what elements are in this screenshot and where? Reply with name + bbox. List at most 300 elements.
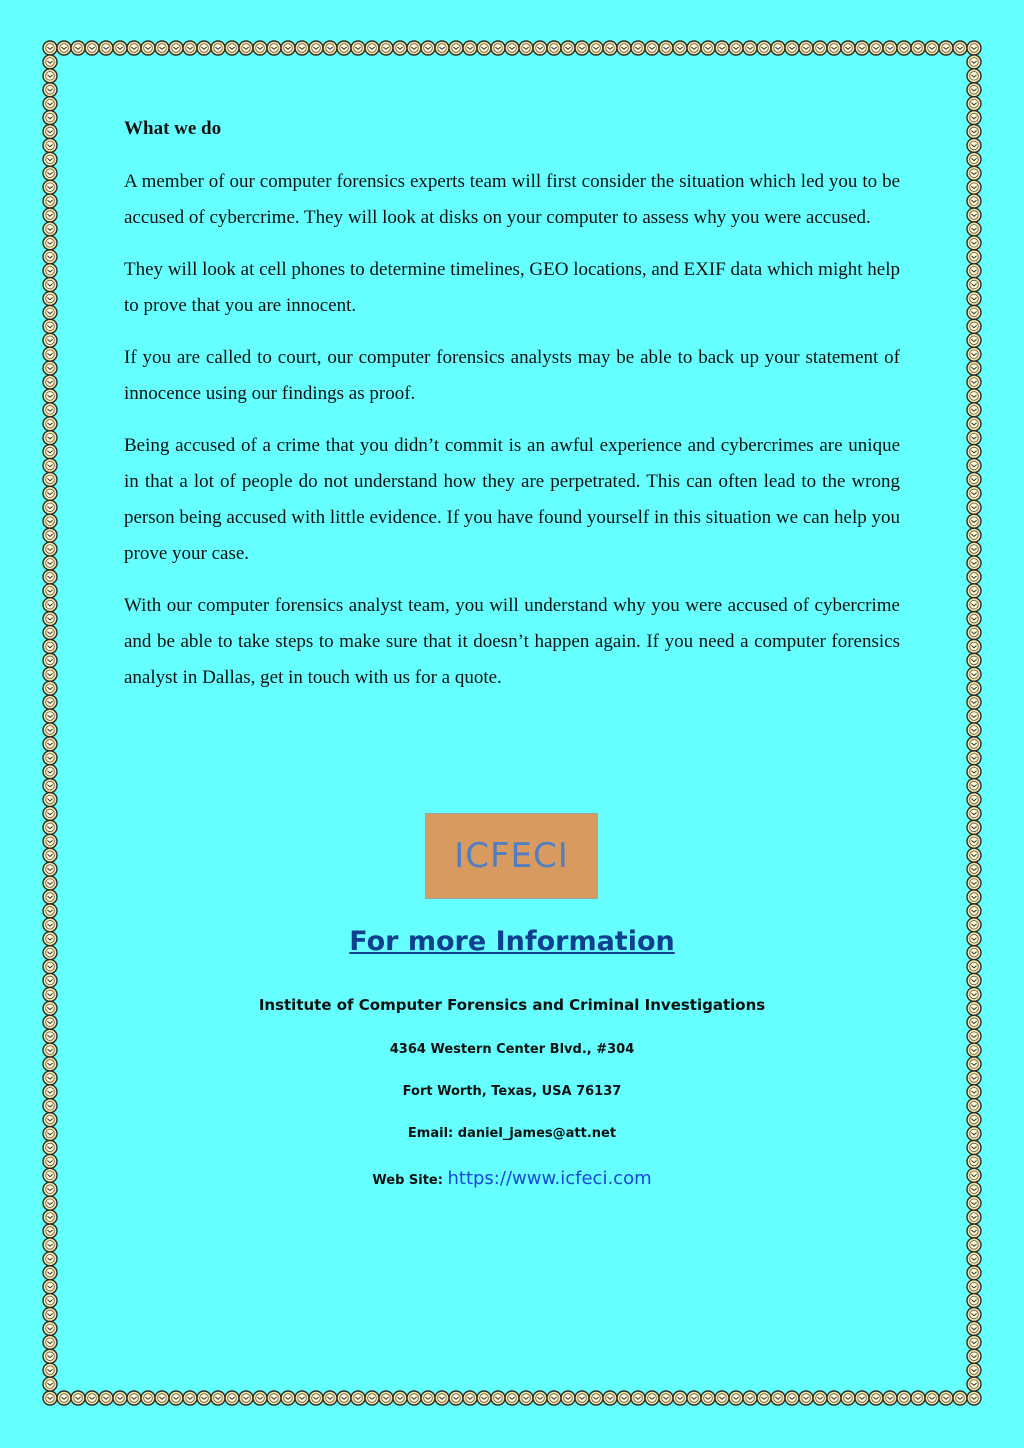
paragraph: A member of our computer forensics experts team will first consider the situation which led you to be accused of cybercrime. They will look at disks on your computer to assess why you were accused. (124, 171, 900, 228)
border-clock-icon (967, 1391, 981, 1405)
border-clock-icon (967, 1210, 981, 1224)
border-clock-icon (43, 542, 57, 556)
border-clock-icon (967, 264, 981, 278)
border-clock-icon (43, 876, 57, 890)
border-clock-icon (967, 793, 981, 807)
border-clock-icon (43, 417, 57, 431)
section-heading: What we do (124, 118, 222, 139)
border-clock-icon (211, 1391, 225, 1405)
border-clock-icon (967, 166, 981, 180)
border-clock-icon (43, 459, 57, 473)
border-clock-icon (43, 806, 57, 820)
border-clock-icon (43, 862, 57, 876)
border-clock-icon (281, 1391, 295, 1405)
border-clock-icon (43, 1113, 57, 1127)
border-clock-icon (911, 1391, 925, 1405)
border-clock-icon (967, 848, 981, 862)
body-text (124, 118, 900, 712)
border-clock-icon (239, 41, 253, 55)
border-clock-icon (939, 1391, 953, 1405)
border-clock-icon (967, 361, 981, 375)
border-clock-icon (43, 222, 57, 236)
border-clock-icon (141, 1391, 155, 1405)
border-clock-icon (575, 41, 589, 55)
border-clock-icon (925, 41, 939, 55)
border-clock-icon (267, 1391, 281, 1405)
icfeci-logo (425, 813, 598, 899)
border-clock-icon (967, 69, 981, 83)
border-clock-icon (43, 765, 57, 779)
border-clock-icon (589, 41, 603, 55)
border-clock-icon (967, 375, 981, 389)
border-clock-icon (43, 528, 57, 542)
border-clock-icon (43, 1224, 57, 1238)
border-clock-icon (43, 612, 57, 626)
border-clock-icon (155, 41, 169, 55)
border-clock-icon (183, 41, 197, 55)
border-clock-icon (967, 1335, 981, 1349)
border-clock-icon (967, 514, 981, 528)
border-clock-icon (799, 1391, 813, 1405)
border-clock-icon (43, 97, 57, 111)
border-clock-icon (449, 41, 463, 55)
border-clock-icon (43, 904, 57, 918)
border-clock-icon (715, 1391, 729, 1405)
border-clock-icon (43, 1377, 57, 1391)
border-clock-icon (43, 960, 57, 974)
border-clock-icon (43, 751, 57, 765)
border-clock-icon (435, 41, 449, 55)
border-clock-icon (43, 389, 57, 403)
border-clock-icon (841, 41, 855, 55)
border-clock-icon (407, 1391, 421, 1405)
border-clock-icon (477, 1391, 491, 1405)
border-clock-icon (967, 111, 981, 125)
border-clock-icon (43, 166, 57, 180)
border-clock-icon (393, 1391, 407, 1405)
border-clock-icon (869, 41, 883, 55)
border-clock-icon (43, 55, 57, 69)
border-clock-icon (449, 1391, 463, 1405)
border-clock-icon (967, 250, 981, 264)
border-clock-icon (295, 1391, 309, 1405)
border-clock-icon (43, 194, 57, 208)
border-clock-icon (967, 208, 981, 222)
border-clock-icon (43, 361, 57, 375)
border-clock-icon (253, 41, 267, 55)
border-clock-icon (645, 1391, 659, 1405)
border-clock-icon (127, 1391, 141, 1405)
border-clock-icon (967, 765, 981, 779)
border-clock-icon (967, 1015, 981, 1029)
border-clock-icon (701, 1391, 715, 1405)
border-clock-icon (967, 125, 981, 139)
border-clock-icon (43, 1238, 57, 1252)
border-clock-icon (43, 1154, 57, 1168)
border-clock-icon (547, 41, 561, 55)
border-clock-icon (967, 486, 981, 500)
border-clock-icon (967, 83, 981, 97)
border-clock-icon (729, 1391, 743, 1405)
border-clock-icon (757, 41, 771, 55)
border-clock-icon (967, 751, 981, 765)
border-clock-icon (561, 41, 575, 55)
border-clock-icon (631, 1391, 645, 1405)
border-clock-icon (43, 83, 57, 97)
border-clock-icon (393, 41, 407, 55)
border-clock-icon (43, 1210, 57, 1224)
border-clock-icon (967, 1266, 981, 1280)
border-clock-icon (43, 111, 57, 125)
border-clock-icon (967, 556, 981, 570)
border-clock-icon (855, 41, 869, 55)
border-clock-icon (43, 1335, 57, 1349)
border-clock-icon (43, 779, 57, 793)
border-clock-icon (785, 1391, 799, 1405)
border-clock-icon (43, 1057, 57, 1071)
border-clock-icon (967, 681, 981, 695)
border-clock-icon (519, 41, 533, 55)
border-clock-icon (841, 1391, 855, 1405)
organization-name: Institute of Computer Forensics and Criminal Investigations (258, 996, 766, 1014)
border-clock-icon (589, 1391, 603, 1405)
border-clock-icon (967, 598, 981, 612)
border-clock-icon (967, 500, 981, 514)
border-clock-icon (421, 1391, 435, 1405)
border-clock-icon (421, 41, 435, 55)
border-clock-icon (967, 1252, 981, 1266)
border-clock-icon (141, 41, 155, 55)
border-clock-icon (281, 41, 295, 55)
border-clock-icon (99, 41, 113, 55)
border-clock-icon (43, 598, 57, 612)
border-clock-icon (967, 459, 981, 473)
border-clock-icon (99, 1391, 113, 1405)
border-clock-icon (771, 41, 785, 55)
border-clock-icon (967, 41, 981, 55)
border-clock-icon (379, 1391, 393, 1405)
border-clock-icon (43, 834, 57, 848)
border-clock-icon (967, 97, 981, 111)
border-clock-icon (673, 41, 687, 55)
border-clock-icon (967, 292, 981, 306)
border-clock-icon (967, 1377, 981, 1391)
border-clock-icon (43, 1140, 57, 1154)
border-clock-icon (967, 305, 981, 319)
border-clock-icon (701, 41, 715, 55)
border-clock-icon (967, 1321, 981, 1335)
border-clock-icon (743, 1391, 757, 1405)
border-clock-icon (953, 1391, 967, 1405)
website-line (0, 1168, 1024, 1189)
border-clock-icon (967, 180, 981, 194)
border-clock-icon (351, 1391, 365, 1405)
border-clock-icon (967, 779, 981, 793)
border-clock-icon (183, 1391, 197, 1405)
website-label: Web Site: (372, 1173, 443, 1188)
border-clock-icon (43, 292, 57, 306)
border-clock-icon (43, 41, 57, 55)
border-clock-icon (603, 41, 617, 55)
border-clock-icon (43, 1099, 57, 1113)
border-clock-icon (85, 41, 99, 55)
border-clock-icon (43, 1294, 57, 1308)
border-clock-icon (869, 1391, 883, 1405)
border-clock-icon (43, 333, 57, 347)
border-clock-icon (967, 862, 981, 876)
border-clock-icon (855, 1391, 869, 1405)
border-clock-icon (547, 1391, 561, 1405)
border-clock-icon (197, 41, 211, 55)
paragraph: With our computer forensics analyst team, you will understand why you were accused of cybercrime and be able to take steps to make sure that it doesn’t happen again. If you need a computer forensics analyst in Dallas, get in touch with us for a quote. (124, 595, 900, 688)
border-clock-icon (43, 1071, 57, 1085)
border-clock-icon (967, 1307, 981, 1321)
border-clock-icon (43, 695, 57, 709)
border-clock-icon (71, 41, 85, 55)
border-clock-icon (197, 1391, 211, 1405)
border-clock-icon (967, 472, 981, 486)
border-clock-icon (43, 653, 57, 667)
border-clock-icon (113, 41, 127, 55)
border-clock-icon (967, 1224, 981, 1238)
border-clock-icon (715, 41, 729, 55)
border-clock-icon (575, 1391, 589, 1405)
border-clock-icon (967, 667, 981, 681)
border-clock-icon (967, 417, 981, 431)
border-clock-icon (967, 1294, 981, 1308)
border-clock-icon (43, 820, 57, 834)
address-line: 4364 Western Center Blvd., #304 (389, 1042, 635, 1057)
border-clock-icon (43, 375, 57, 389)
border-clock-icon (617, 41, 631, 55)
border-clock-icon (533, 1391, 547, 1405)
border-clock-icon (43, 250, 57, 264)
border-clock-icon (645, 41, 659, 55)
border-clock-icon (309, 1391, 323, 1405)
border-clock-icon (127, 41, 141, 55)
border-clock-icon (967, 626, 981, 640)
border-clock-icon (463, 41, 477, 55)
border-clock-icon (43, 500, 57, 514)
border-clock-icon (43, 1321, 57, 1335)
border-clock-icon (967, 834, 981, 848)
border-clock-icon (659, 1391, 673, 1405)
border-clock-icon (827, 41, 841, 55)
border-clock-icon (561, 1391, 575, 1405)
city-line: Fort Worth, Texas, USA 76137 (402, 1084, 622, 1099)
border-clock-icon (43, 1280, 57, 1294)
border-clock-icon (967, 152, 981, 166)
border-clock-icon (491, 1391, 505, 1405)
border-clock-icon (967, 1071, 981, 1085)
border-clock-icon (365, 41, 379, 55)
border-clock-icon (337, 1391, 351, 1405)
paragraph: Being accused of a crime that you didn’t commit is an awful experience and cybercrimes are unique in that a lot of people do not understand how they are perpetrated. This can often lead to the wrong person being accused with little evidence. If you have found yourself in this situation we can help you prove your case. (124, 435, 900, 564)
border-clock-icon (43, 152, 57, 166)
border-clock-icon (967, 278, 981, 292)
border-clock-icon (43, 514, 57, 528)
border-clock-icon (43, 264, 57, 278)
border-clock-icon (43, 236, 57, 250)
border-clock-icon (43, 556, 57, 570)
border-clock-icon (967, 1113, 981, 1127)
border-clock-icon (43, 1391, 57, 1405)
border-clock-icon (365, 1391, 379, 1405)
border-clock-icon (967, 1154, 981, 1168)
logo-text: ICFECI (454, 836, 569, 876)
border-clock-icon (43, 1015, 57, 1029)
border-clock-icon (43, 278, 57, 292)
border-clock-icon (771, 1391, 785, 1405)
border-clock-icon (43, 445, 57, 459)
border-clock-icon (43, 403, 57, 417)
border-clock-icon (43, 486, 57, 500)
border-clock-icon (967, 1057, 981, 1071)
border-clock-icon (883, 1391, 897, 1405)
border-clock-icon (925, 1391, 939, 1405)
border-clock-icon (43, 667, 57, 681)
border-clock-icon (43, 973, 57, 987)
paragraph: If you are called to court, our computer forensics analysts may be able to back up your statement of innocence using our findings as proof. (124, 347, 900, 404)
border-clock-icon (953, 41, 967, 55)
more-info-title[interactable]: For more Information (349, 926, 675, 957)
border-clock-icon (43, 1196, 57, 1210)
border-clock-icon (967, 389, 981, 403)
border-clock-icon (603, 1391, 617, 1405)
border-clock-icon (43, 626, 57, 640)
border-clock-icon (967, 1196, 981, 1210)
border-clock-icon (967, 194, 981, 208)
border-clock-icon (169, 41, 183, 55)
border-clock-icon (43, 639, 57, 653)
border-clock-icon (43, 69, 57, 83)
border-clock-icon (43, 305, 57, 319)
border-clock-icon (253, 1391, 267, 1405)
border-clock-icon (57, 41, 71, 55)
border-clock-icon (43, 1349, 57, 1363)
border-clock-icon (43, 793, 57, 807)
border-clock-icon (533, 41, 547, 55)
border-clock-icon (43, 208, 57, 222)
border-clock-icon (743, 41, 757, 55)
border-clock-icon (687, 41, 701, 55)
border-clock-icon (351, 41, 365, 55)
website-link[interactable]: https://www.icfeci.com (447, 1168, 652, 1189)
border-clock-icon (323, 1391, 337, 1405)
border-clock-icon (911, 41, 925, 55)
border-clock-icon (967, 347, 981, 361)
border-clock-icon (897, 1391, 911, 1405)
border-clock-icon (155, 1391, 169, 1405)
border-clock-icon (967, 55, 981, 69)
border-clock-icon (43, 1266, 57, 1280)
border-clock-icon (505, 41, 519, 55)
border-clock-icon (967, 653, 981, 667)
border-clock-icon (505, 1391, 519, 1405)
border-clock-icon (967, 333, 981, 347)
border-clock-icon (967, 445, 981, 459)
border-clock-icon (43, 472, 57, 486)
border-clock-icon (43, 1252, 57, 1266)
border-clock-icon (967, 570, 981, 584)
border-clock-icon (967, 236, 981, 250)
border-clock-icon (43, 709, 57, 723)
border-clock-icon (967, 403, 981, 417)
border-clock-icon (729, 41, 743, 55)
border-clock-icon (967, 431, 981, 445)
border-clock-icon (967, 904, 981, 918)
border-clock-icon (337, 41, 351, 55)
border-clock-icon (967, 820, 981, 834)
border-clock-icon (267, 41, 281, 55)
border-clock-icon (813, 41, 827, 55)
border-clock-icon (407, 41, 421, 55)
border-clock-icon (883, 41, 897, 55)
border-clock-icon (967, 584, 981, 598)
border-clock-icon (323, 41, 337, 55)
border-clock-icon (967, 1280, 981, 1294)
border-clock-icon (309, 41, 323, 55)
border-clock-icon (897, 41, 911, 55)
border-clock-icon (659, 41, 673, 55)
border-clock-icon (687, 1391, 701, 1405)
border-clock-icon (85, 1391, 99, 1405)
border-clock-icon (43, 431, 57, 445)
border-clock-icon (57, 1391, 71, 1405)
border-clock-icon (967, 1140, 981, 1154)
border-clock-icon (967, 890, 981, 904)
border-clock-icon (43, 1307, 57, 1321)
border-clock-icon (379, 41, 393, 55)
border-clock-icon (225, 1391, 239, 1405)
border-clock-icon (967, 960, 981, 974)
border-clock-icon (43, 1363, 57, 1377)
border-clock-icon (673, 1391, 687, 1405)
border-clock-icon (43, 723, 57, 737)
border-clock-icon (967, 806, 981, 820)
border-clock-icon (225, 41, 239, 55)
border-clock-icon (827, 1391, 841, 1405)
border-clock-icon (967, 222, 981, 236)
border-clock-icon (967, 709, 981, 723)
border-clock-icon (967, 1363, 981, 1377)
border-clock-icon (43, 138, 57, 152)
border-clock-icon (463, 1391, 477, 1405)
border-clock-icon (967, 639, 981, 653)
border-clock-icon (71, 1391, 85, 1405)
border-clock-icon (967, 138, 981, 152)
border-clock-icon (967, 737, 981, 751)
border-clock-icon (967, 695, 981, 709)
border-clock-icon (519, 1391, 533, 1405)
border-clock-icon (631, 41, 645, 55)
border-clock-icon (43, 570, 57, 584)
border-clock-icon (967, 723, 981, 737)
border-clock-icon (43, 890, 57, 904)
border-clock-icon (967, 612, 981, 626)
border-clock-icon (813, 1391, 827, 1405)
border-clock-icon (43, 681, 57, 695)
border-clock-icon (435, 1391, 449, 1405)
border-clock-icon (967, 319, 981, 333)
border-clock-icon (491, 41, 505, 55)
border-clock-icon (43, 319, 57, 333)
border-clock-icon (113, 1391, 127, 1405)
border-clock-icon (967, 1349, 981, 1363)
border-clock-icon (967, 528, 981, 542)
paragraph: They will look at cell phones to determine timelines, GEO locations, and EXIF data which might help to prove that you are innocent. (124, 259, 900, 316)
border-clock-icon (43, 584, 57, 598)
